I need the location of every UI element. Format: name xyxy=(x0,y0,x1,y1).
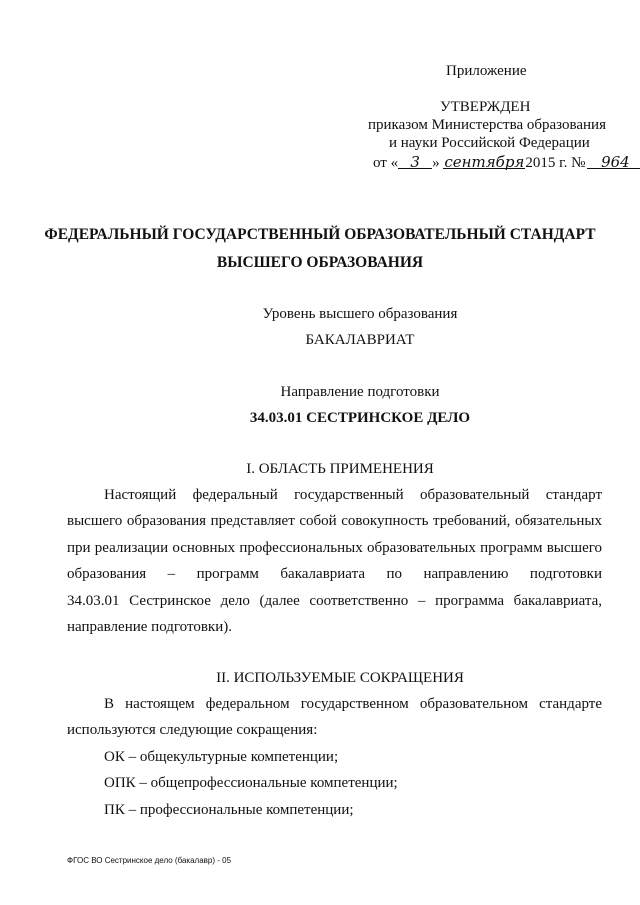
approved-label: УТВЕРЖДЕН xyxy=(440,99,531,115)
section1-line: образования – программ бакалавриата по направлению подготовки xyxy=(67,566,602,582)
direction-value: 34.03.01 СЕСТРИНСКОЕ ДЕЛО xyxy=(249,410,471,426)
order-month: сентября xyxy=(444,153,525,171)
section1-line: при реализации основных профессиональных образовательных программ высшего xyxy=(67,540,602,556)
section1-heading: I. ОБЛАСТЬ ПРИМЕНЕНИЯ xyxy=(246,461,434,477)
order-number: 964 xyxy=(587,153,640,171)
abbreviation-item: ОПК – общепрофессиональные компетенции; xyxy=(104,775,398,791)
section1-line: высшего образования представляет собой совокупность требований, обязательных xyxy=(67,513,602,529)
abbreviation-item: ОК – общекультурные компетенции; xyxy=(104,749,339,765)
direction-label: Направление подготовки xyxy=(280,384,440,400)
page-footer: ФГОС ВО Сестринское дело (бакалавр) - 05 xyxy=(67,856,232,865)
abbreviation-item: ПК – профессиональные компетенции; xyxy=(104,802,354,818)
level-label: Уровень высшего образования xyxy=(262,306,458,322)
order-mid: » xyxy=(432,155,440,171)
document-title-line-1: ФЕДЕРАЛЬНЫЙ ГОСУДАРСТВЕННЫЙ ОБРАЗОВАТЕЛЬНЫЙ СТАНДАРТ xyxy=(44,226,596,243)
order-prefix: от « xyxy=(373,155,399,171)
section1-line: 34.03.01 Сестринское дело (далее соответственно – программа бакалавриата, xyxy=(67,593,602,609)
order-date-line xyxy=(373,153,640,172)
appendix-label: Приложение xyxy=(446,63,527,79)
level-value: БАКАЛАВРИАТ xyxy=(305,332,415,348)
section2-line: используются следующие сокращения: xyxy=(67,722,318,738)
order-line-2: и науки Российской Федерации xyxy=(389,135,590,151)
order-year: 2015 г. № xyxy=(525,155,586,171)
section1-line: Настоящий федеральный государственный образовательный стандарт xyxy=(104,487,602,503)
section2-heading: II. ИСПОЛЬЗУЕМЫЕ СОКРАЩЕНИЯ xyxy=(216,670,464,686)
section2-line: В настоящем федеральном государственном образовательном стандарте xyxy=(104,696,602,712)
section1-line: направление подготовки). xyxy=(67,619,232,635)
order-day: 3 xyxy=(398,153,432,171)
order-line-1: приказом Министерства образования xyxy=(368,117,606,133)
document-title-line-2: ВЫСШЕГО ОБРАЗОВАНИЯ xyxy=(216,254,424,271)
